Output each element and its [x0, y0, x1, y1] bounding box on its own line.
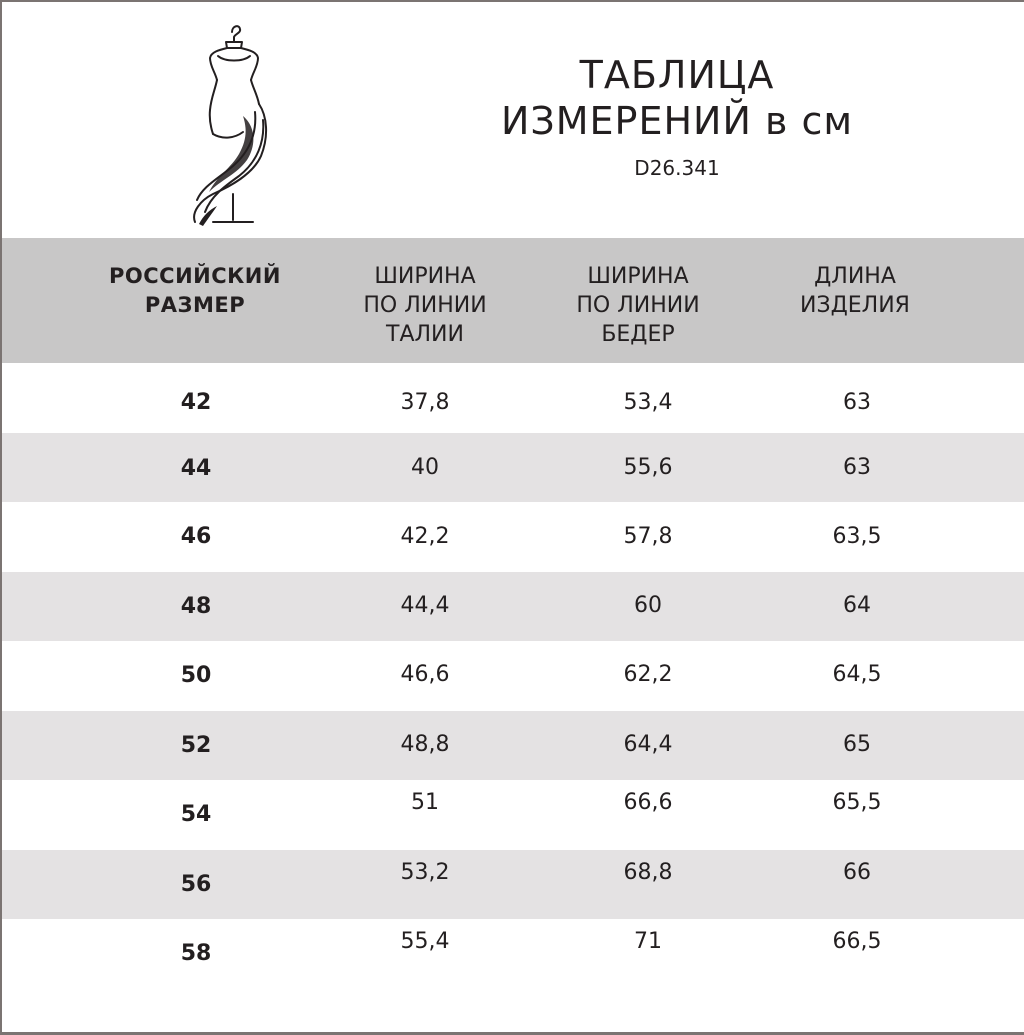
header-text: РАЗМЕР	[144, 293, 246, 317]
length-cell: 64	[843, 592, 871, 618]
length-cell: 63	[843, 454, 871, 480]
size-cell: 42	[180, 390, 212, 415]
mannequin-icon	[177, 16, 287, 232]
length-cell: 65,5	[832, 790, 882, 815]
table-row	[2, 850, 1024, 920]
waist-cell: 53,2	[400, 859, 450, 885]
hips-cell: 57,8	[623, 524, 673, 549]
hips-cell: 64,4	[623, 731, 673, 757]
header-russian-size	[102, 238, 288, 320]
size-cell: 44	[180, 455, 212, 481]
size-cell: 48	[180, 593, 212, 619]
title-line-2: ИЗМЕРЕНИЙ в см	[500, 99, 854, 143]
size-cell: 50	[180, 663, 212, 688]
table-row	[2, 502, 1024, 572]
header-text: ТАЛИИ	[386, 322, 464, 347]
header-waist-width	[335, 238, 515, 349]
header-text: ШИРИНА	[374, 264, 476, 289]
waist-cell: 48,8	[400, 731, 450, 757]
waist-cell: 55,4	[400, 929, 450, 954]
table-row	[2, 433, 1024, 503]
table-row	[2, 363, 1024, 433]
hips-cell: 68,8	[623, 859, 673, 885]
table-row	[2, 572, 1024, 642]
table-row	[2, 919, 1024, 989]
waist-cell: 44,4	[400, 592, 450, 618]
size-cell: 56	[180, 871, 212, 897]
hips-cell: 66,6	[623, 790, 673, 815]
size-table	[2, 238, 1024, 989]
table-row	[2, 780, 1024, 850]
hips-cell: 53,4	[623, 390, 673, 415]
article-code: D26.341	[634, 156, 720, 180]
length-cell: 63	[843, 390, 871, 415]
waist-cell: 42,2	[400, 524, 450, 549]
length-cell: 65	[843, 731, 871, 757]
size-cell: 58	[180, 941, 212, 966]
header-text: ДЛИНА	[814, 264, 896, 289]
title-line-1: ТАБЛИЦА	[579, 53, 775, 97]
waist-cell: 37,8	[400, 390, 450, 415]
table-row	[2, 711, 1024, 781]
table-header-row	[2, 238, 1024, 363]
header-text: ПО ЛИНИИ	[576, 293, 700, 318]
length-cell: 63,5	[832, 524, 882, 549]
header-text: РОССИЙСКИЙ	[109, 264, 281, 288]
length-cell: 64,5	[832, 662, 882, 687]
length-cell: 66	[843, 859, 871, 885]
header-text: ПО ЛИНИИ	[363, 293, 487, 318]
hips-cell: 62,2	[623, 662, 673, 687]
title-block	[462, 52, 892, 180]
header-text: ШИРИНА	[587, 264, 689, 289]
length-cell: 66,5	[832, 929, 882, 954]
size-cell: 54	[180, 802, 212, 827]
header-text: БЕДЕР	[601, 322, 675, 347]
waist-cell: 51	[411, 790, 439, 815]
header-hips-width	[548, 238, 728, 349]
hips-cell: 60	[634, 592, 662, 618]
hips-cell: 71	[634, 929, 662, 954]
hips-cell: 55,6	[623, 454, 673, 480]
header-text: ИЗДЕЛИЯ	[800, 293, 910, 318]
size-cell: 52	[180, 732, 212, 758]
table-row	[2, 641, 1024, 711]
header-product-length	[775, 238, 935, 320]
size-cell: 46	[180, 524, 212, 549]
waist-cell: 40	[411, 454, 439, 480]
waist-cell: 46,6	[400, 662, 450, 687]
